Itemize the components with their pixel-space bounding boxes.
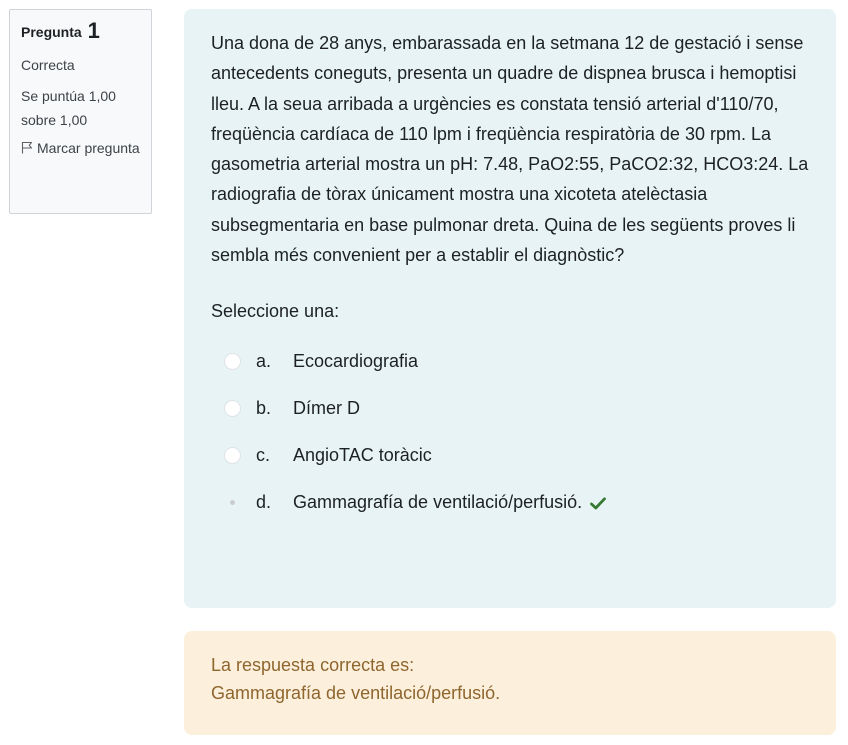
- feedback-answer: Gammagrafía de ventilació/perfusió.: [211, 683, 501, 703]
- answer-letter: b.: [256, 398, 272, 419]
- answer-letter: a.: [256, 351, 272, 372]
- question-label: Pregunta: [21, 24, 82, 40]
- answer-text: AngioTAC toràcic: [293, 445, 432, 466]
- question-number-value: 1: [87, 18, 100, 43]
- question-grade: Se puntúa 1,00 sobre 1,00: [21, 88, 116, 128]
- answer-option-d[interactable]: [224, 479, 816, 526]
- question-text: Una dona de 28 anys, embarassada en la setmana 12 de gestació i sense antecedents coneguts, presenta un quadre de dispnea brusca i hemoptisi lleu. A la seua arribada a urgències es constata tensió arterial d'110/70, freqüència cardíaca de 110 lpm i freqüència respiratòria de 30 rpm. La gasometria arterial mostra un pH: 7.48, PaO2:55, PaCO2:32, HCO3:24. La radiografia de tòrax únicament mostra una xicoteta atelèctasia subsegmentaria en base pulmonar dreta. Quina de les següents proves li sembla més convenient per a establir el diagnòstic?: [211, 33, 809, 266]
- answer-prompt: Seleccione una:: [211, 301, 340, 322]
- radio-a[interactable]: [224, 353, 241, 370]
- answer-option-c[interactable]: [224, 432, 816, 479]
- question-state: Correcta: [21, 57, 75, 73]
- question-content: [184, 9, 836, 608]
- answer-option-a[interactable]: [224, 338, 816, 385]
- question-number: [21, 18, 141, 43]
- flag-label: Marcar pregunta: [37, 140, 140, 156]
- answer-letter: c.: [256, 445, 271, 466]
- radio-c[interactable]: [224, 447, 241, 464]
- answer-letter: d.: [256, 492, 272, 513]
- answer-option-b[interactable]: [224, 385, 816, 432]
- radio-b[interactable]: [224, 400, 241, 417]
- question-info-panel: [9, 9, 152, 214]
- correct-check-icon: [582, 492, 606, 513]
- answer-text: Ecocardiografia: [293, 351, 419, 372]
- feedback-heading: La respuesta correcta es:: [211, 655, 415, 675]
- radio-d[interactable]: [224, 494, 241, 511]
- flag-icon: [21, 140, 37, 156]
- flag-question-link[interactable]: [21, 136, 141, 160]
- answer-list: [211, 338, 816, 526]
- answer-text: Gammagrafía de ventilació/perfusió.: [293, 492, 583, 513]
- answer-text: Dímer D: [293, 398, 360, 419]
- right-answer-feedback: [184, 631, 836, 735]
